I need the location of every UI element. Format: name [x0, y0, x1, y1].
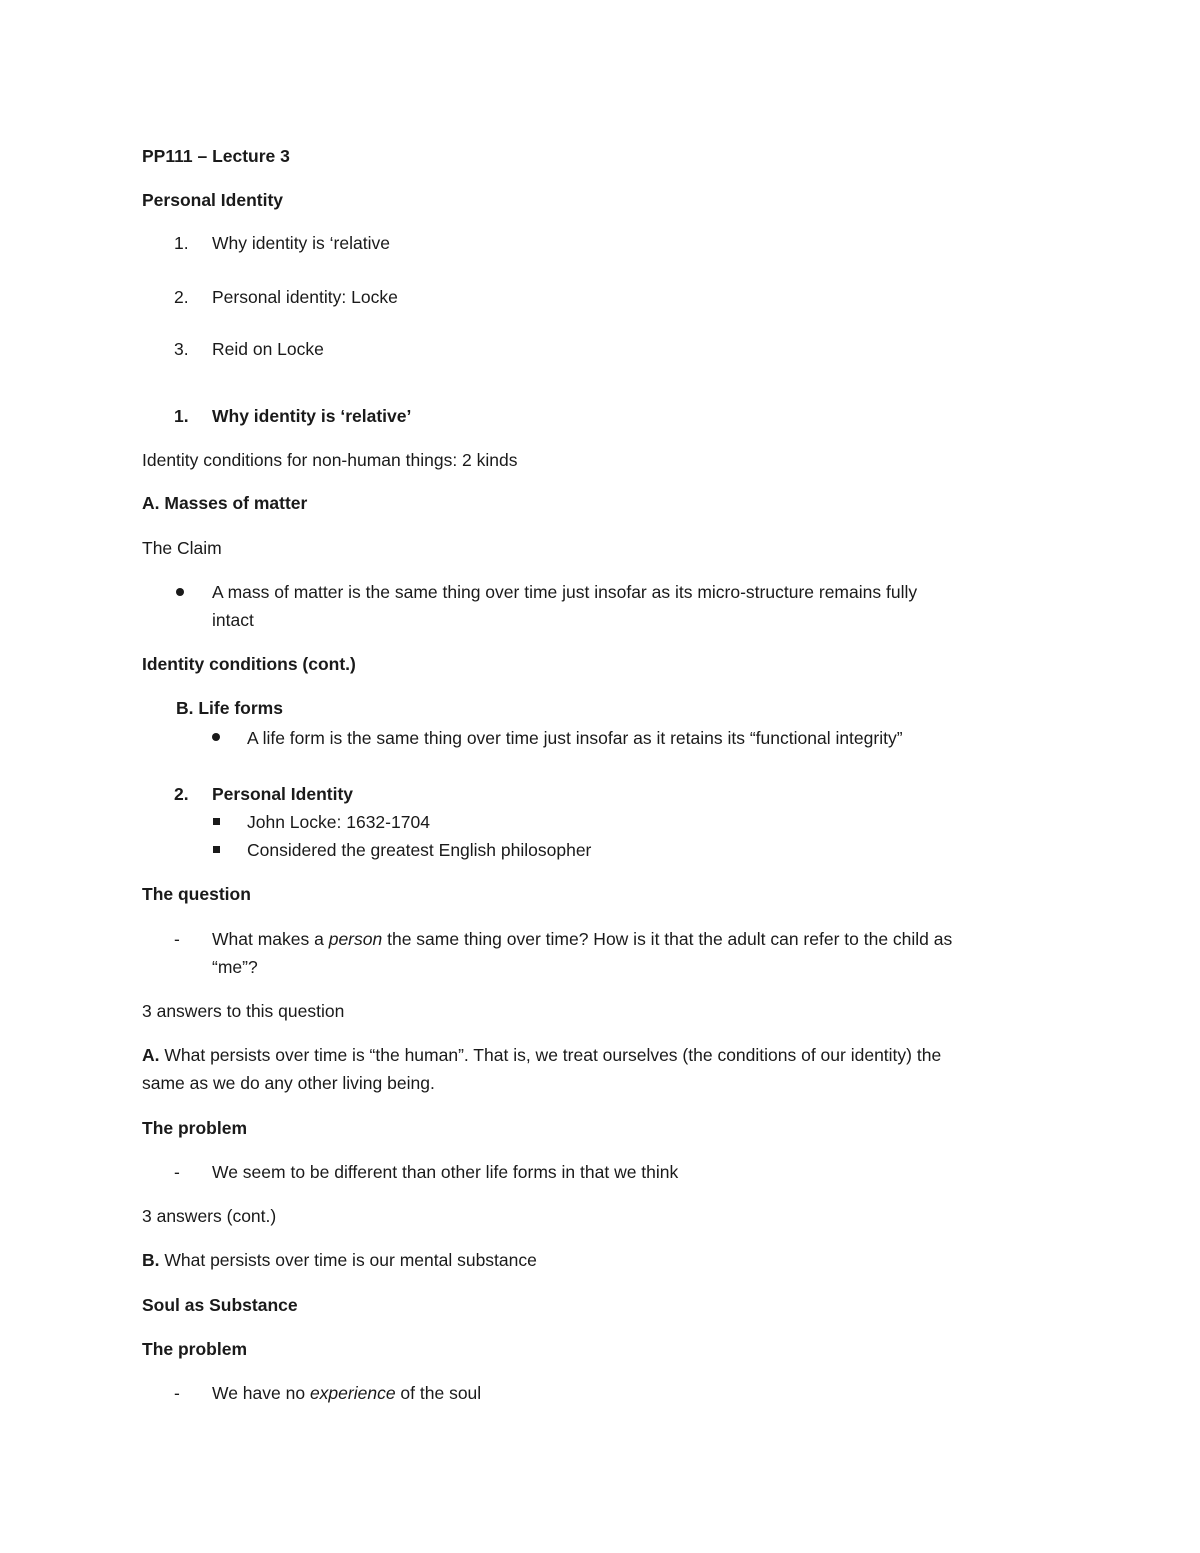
paragraph: A. What persists over time is “the human”. That is, we treat ourselves (the conditions of our identity) the [142, 1045, 942, 1065]
dash-marker: - [174, 1162, 180, 1182]
subheading: The problem [142, 1339, 248, 1359]
bullet-text-cont: intact [212, 610, 254, 630]
subheading: Identity conditions (cont.) [142, 654, 356, 674]
paragraph: B. What persists over time is our mental substance [142, 1250, 537, 1270]
section-num: 1. [174, 406, 189, 426]
outline-item: Reid on Locke [212, 339, 324, 359]
dash-item-text: We have no experience of the soul [212, 1383, 482, 1403]
doc-subtitle: Personal Identity [142, 190, 284, 210]
paragraph: 3 answers to this question [142, 1001, 345, 1021]
dash-item-text-cont: “me”? [212, 957, 258, 977]
dash-marker: - [174, 929, 180, 949]
section-heading: Why identity is ‘relative’ [212, 406, 412, 426]
dash-item-text: What makes a person the same thing over time? How is it that the adult can refer to the child as [212, 929, 953, 949]
bullet-text: A mass of matter is the same thing over time just insofar as its micro-structure remains fully [212, 582, 918, 602]
subheading: B. Life forms [176, 698, 283, 718]
outline-item: Why identity is ‘relative [212, 233, 390, 253]
outline-num: 3. [174, 339, 189, 359]
subheading: A. Masses of matter [142, 493, 308, 513]
outline-num: 1. [174, 233, 189, 253]
doc-title: PP111 – Lecture 3 [142, 146, 290, 166]
paragraph: Identity conditions for non-human things: 2 kinds [142, 450, 518, 470]
bullet-text: John Locke: 1632-1704 [247, 812, 430, 832]
section-heading: Personal Identity [212, 784, 354, 804]
dash-marker: - [174, 1383, 180, 1403]
outline-num: 2. [174, 287, 189, 307]
subheading: The problem [142, 1118, 248, 1138]
square-bullet-icon [213, 818, 220, 825]
square-bullet-icon [213, 846, 220, 853]
subheading: Soul as Substance [142, 1295, 298, 1315]
bullet-icon [212, 733, 220, 741]
outline-item: Personal identity: Locke [212, 287, 398, 307]
subheading: The question [142, 884, 251, 904]
paragraph: 3 answers (cont.) [142, 1206, 277, 1226]
bullet-text: A life form is the same thing over time just insofar as it retains its “functional integrity” [247, 728, 903, 748]
bullet-icon [176, 588, 184, 596]
paragraph-cont: same as we do any other living being. [142, 1073, 435, 1093]
dash-item-text: We seem to be different than other life forms in that we think [212, 1162, 679, 1182]
section-num: 2. [174, 784, 189, 804]
bullet-text: Considered the greatest English philosopher [247, 840, 592, 860]
paragraph: The Claim [142, 538, 222, 558]
